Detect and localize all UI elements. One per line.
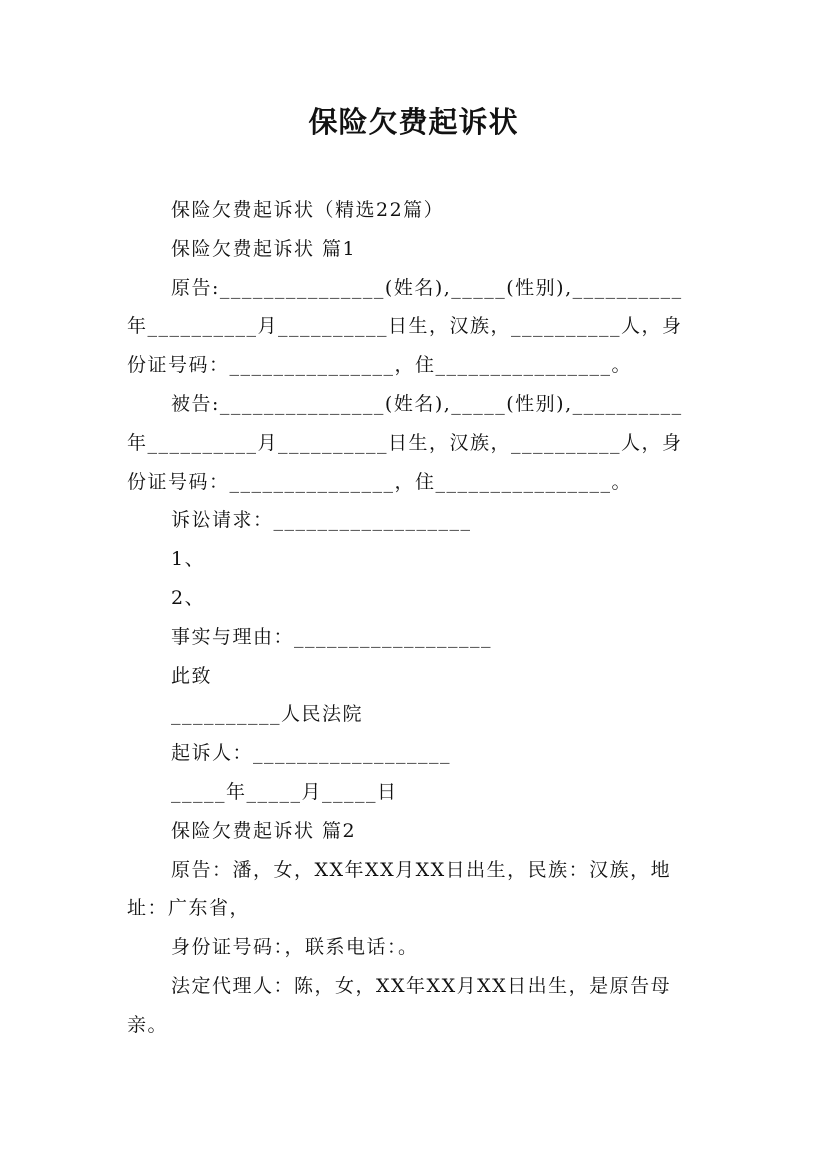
document-title: 保险欠费起诉状 [308,105,519,139]
section-heading-1: 保险欠费起诉状 篇1 [171,237,357,260]
claims-line: 诉讼请求：__________________ [171,509,472,532]
legal-representative-line-2: 亲。 [127,1013,169,1036]
plaintiff-info-line-2: 址：广东省， [127,897,251,920]
plaintiff-info-line-1: 原告：潘，女，XX年XX月XX日出生，民族：汉族，地 [171,858,672,881]
plaintiff-line-2: 年__________月__________日生，汉族，__________人，身 [127,315,683,338]
date-line: _____年_____月_____日 [171,780,398,803]
id-contact-line: 身份证号码：，联系电话：。 [171,936,419,959]
plaintiff-signature-line: 起诉人：__________________ [171,742,452,765]
plaintiff-line-1: 原告:_______________(姓名),_____(性别),__________ [171,276,683,299]
document-body [127,191,702,1045]
collection-heading: 保险欠费起诉状（精选22篇） [171,199,445,221]
section-heading-2: 保险欠费起诉状 篇2 [171,819,357,842]
defendant-line-2: 年__________月__________日生，汉族，__________人，身 [127,431,683,454]
court-line: __________人民法院 [171,703,364,726]
claim-item-2: 2、 [171,586,206,609]
plaintiff-line-3: 份证号码：_______________，住________________。 [127,354,633,377]
claim-item-1: 1、 [171,548,206,571]
defendant-line-3: 份证号码：_______________，住________________。 [127,470,633,493]
defendant-line-1: 被告:_______________(姓名),_____(性别),__________ [171,392,683,415]
legal-representative-line-1: 法定代理人：陈，女，XX年XX月XX日出生，是原告母 [171,974,672,997]
facts-reasons-line: 事实与理由：__________________ [171,625,493,648]
salutation-line: 此致 [171,664,213,687]
